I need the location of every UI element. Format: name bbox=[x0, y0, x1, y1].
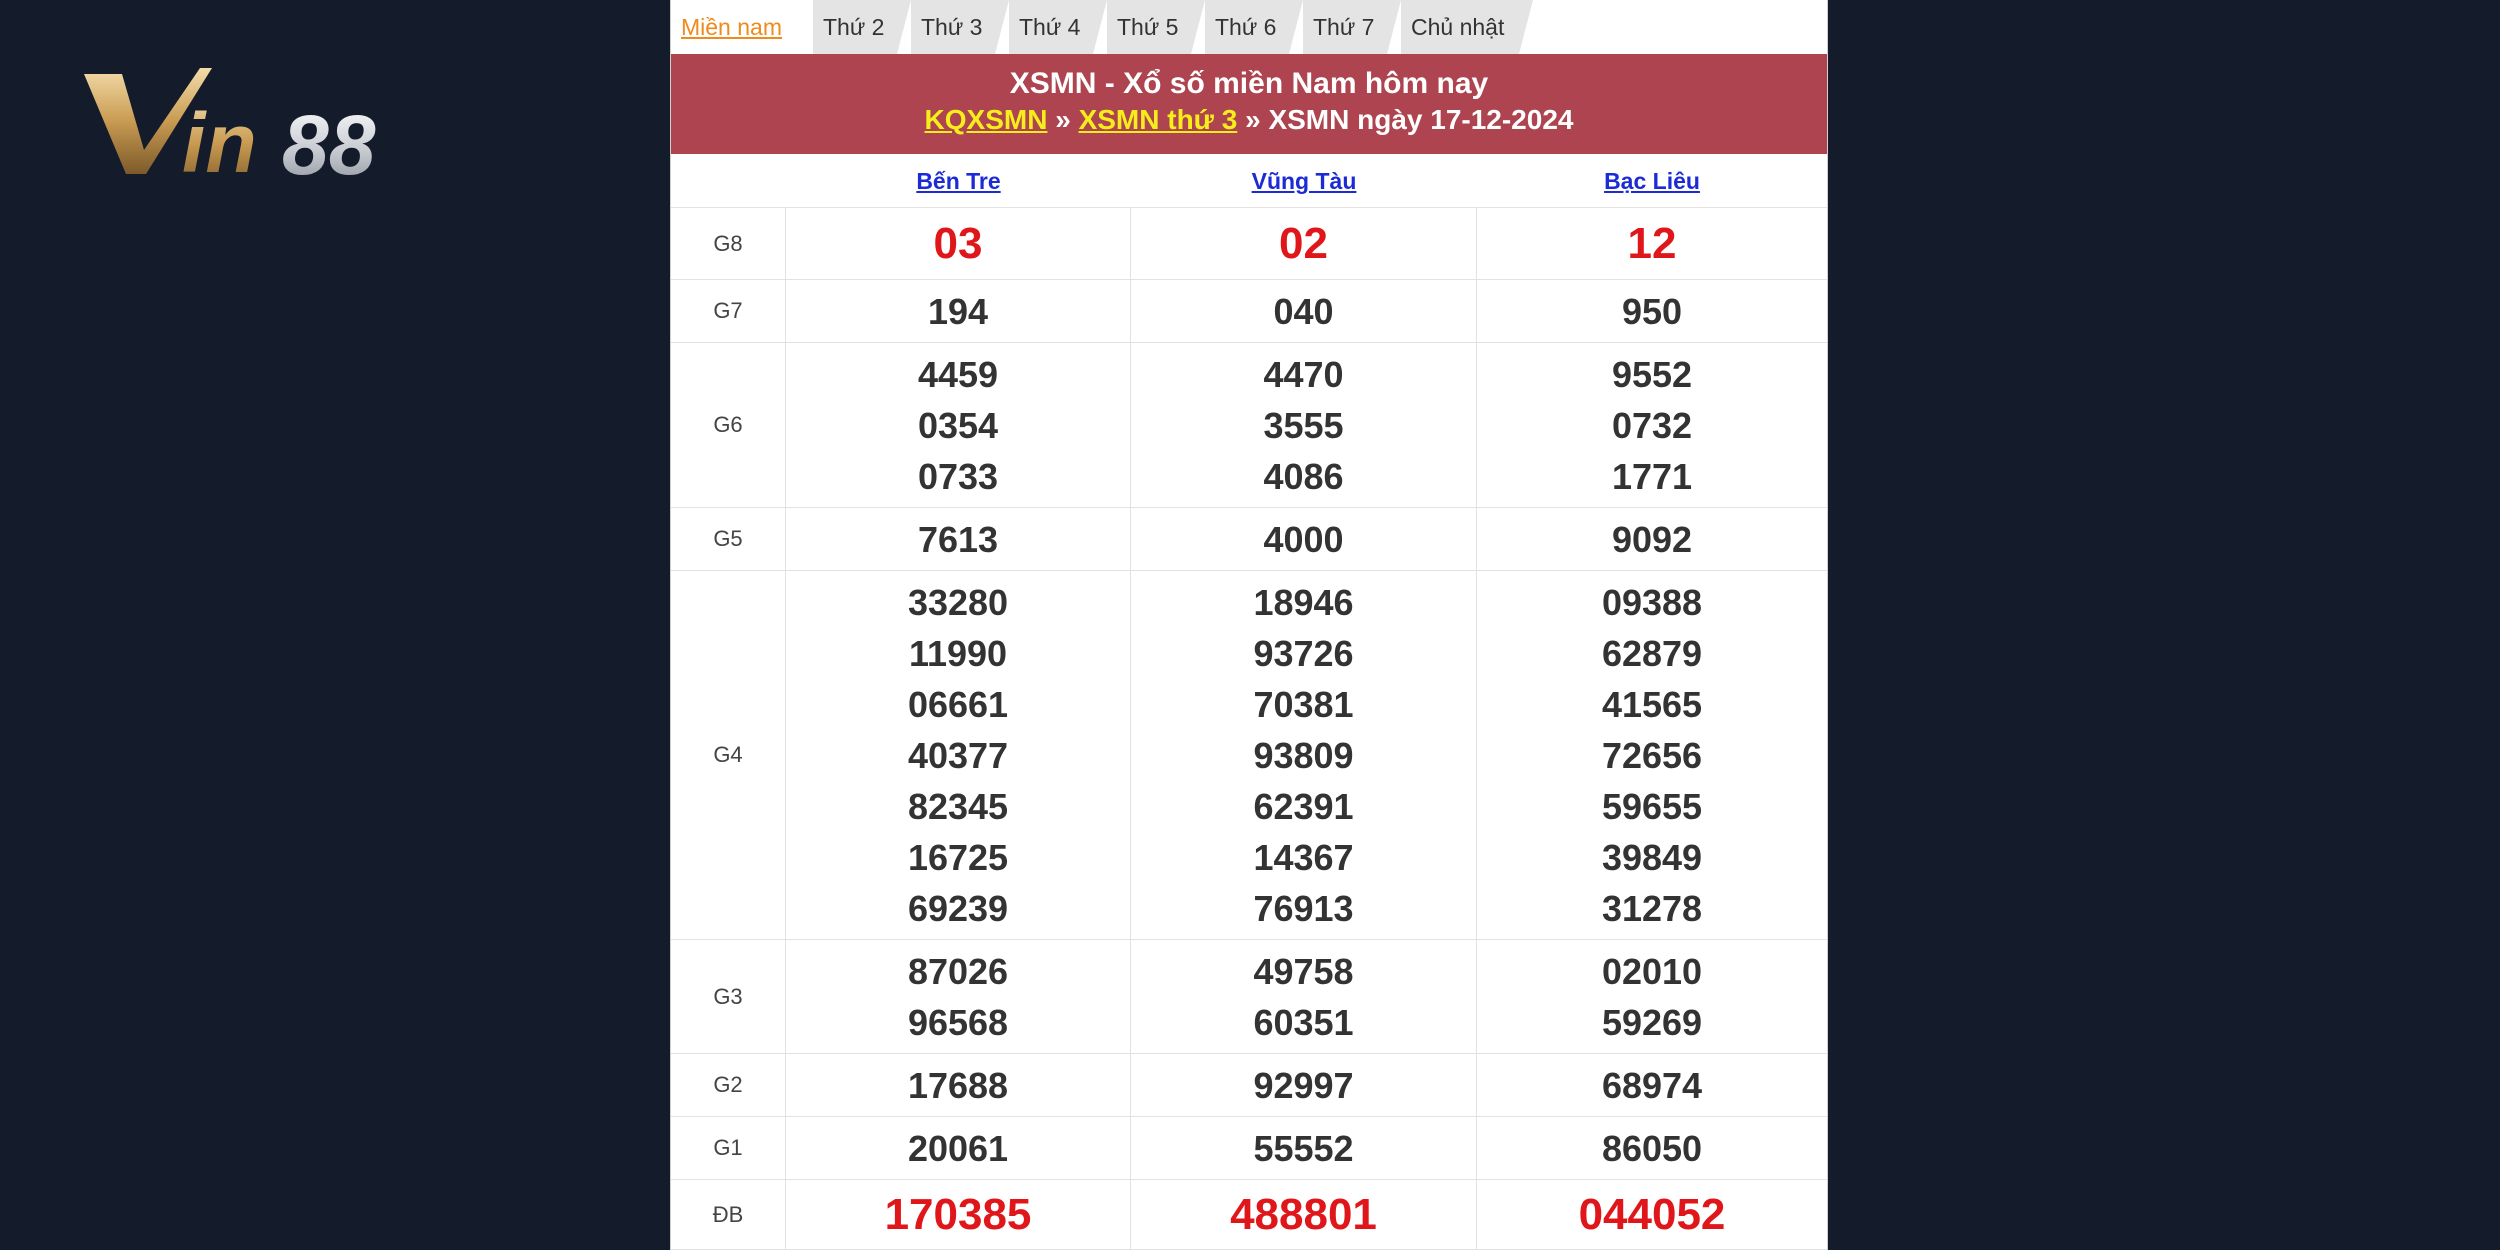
prize-cell bbox=[786, 343, 1131, 507]
prize-number: 950 bbox=[1621, 290, 1683, 332]
breadcrumb-xsmn-thu-3-link[interactable]: XSMN thứ 3 bbox=[1078, 104, 1238, 135]
prize-cell bbox=[1131, 343, 1477, 507]
prize-cell bbox=[1131, 280, 1477, 342]
prize-cell bbox=[1477, 1054, 1827, 1116]
prize-number: 55552 bbox=[1253, 1127, 1354, 1169]
tab-thu-5[interactable]: Thứ 5 bbox=[1107, 0, 1191, 54]
prize-number: 96568 bbox=[907, 1001, 1009, 1043]
prize-number: 11990 bbox=[908, 632, 1008, 674]
day-tabs bbox=[671, 0, 1827, 54]
prize-row bbox=[671, 280, 1827, 343]
prize-row bbox=[671, 1180, 1827, 1250]
province-link-bac-lieu[interactable]: Bạc Liêu bbox=[1604, 168, 1700, 194]
tab-thu-7[interactable]: Thứ 7 bbox=[1303, 0, 1387, 54]
prize-number: 06661 bbox=[907, 683, 1009, 725]
prize-row bbox=[671, 1054, 1827, 1117]
prize-cell bbox=[786, 280, 1131, 342]
prize-row bbox=[671, 571, 1827, 940]
prize-number: 62391 bbox=[1253, 785, 1354, 827]
prize-cell bbox=[1131, 208, 1477, 279]
prize-cell bbox=[1131, 1054, 1477, 1116]
province-link-vung-tau[interactable]: Vũng Tàu bbox=[1251, 168, 1357, 194]
prize-number: 31278 bbox=[1601, 887, 1703, 929]
prize-cell bbox=[1131, 1180, 1477, 1249]
prize-label: G5 bbox=[671, 508, 786, 570]
prize-number: 4000 bbox=[1263, 518, 1344, 560]
tab-thu-4[interactable]: Thứ 4 bbox=[1009, 0, 1093, 54]
prize-number: 59655 bbox=[1601, 785, 1703, 827]
prize-number: 70381 bbox=[1253, 683, 1354, 725]
prize-number: 40377 bbox=[907, 734, 1009, 776]
prize-number: 488801 bbox=[1230, 1190, 1377, 1239]
prize-number: 76913 bbox=[1253, 887, 1354, 929]
prize-number: 12 bbox=[1627, 219, 1677, 268]
prize-number: 4470 bbox=[1263, 353, 1344, 395]
prize-cell bbox=[1477, 1180, 1827, 1249]
breadcrumb-current: XSMN ngày 17-12-2024 bbox=[1268, 104, 1574, 135]
breadcrumb-kqxsmn-link[interactable]: KQXSMN bbox=[924, 104, 1048, 135]
prize-number: 09388 bbox=[1601, 581, 1703, 623]
prize-label: G1 bbox=[671, 1117, 786, 1179]
tab-thu-6[interactable]: Thứ 6 bbox=[1205, 0, 1289, 54]
prize-number: 68974 bbox=[1601, 1064, 1703, 1106]
svg-text:in: in bbox=[182, 96, 257, 190]
prize-number: 49758 bbox=[1253, 950, 1354, 992]
tab-chu-nhat[interactable]: Chủ nhật bbox=[1401, 0, 1519, 54]
prize-label: G4 bbox=[671, 571, 786, 939]
prize-number: 41565 bbox=[1601, 683, 1703, 725]
prize-number: 7613 bbox=[917, 518, 999, 560]
prize-number: 9092 bbox=[1611, 518, 1693, 560]
page-title: XSMN - Xổ số miền Nam hôm nay bbox=[1009, 67, 1489, 100]
prize-cell bbox=[1477, 508, 1827, 570]
tab-thu-2[interactable]: Thứ 2 bbox=[813, 0, 897, 54]
prize-number: 02 bbox=[1279, 219, 1328, 268]
prize-number: 93809 bbox=[1253, 734, 1354, 776]
prize-number: 17688 bbox=[907, 1064, 1009, 1106]
prize-cell bbox=[1131, 1117, 1477, 1179]
prize-label: G8 bbox=[671, 208, 786, 279]
prize-row bbox=[671, 1117, 1827, 1180]
prize-number: 92997 bbox=[1253, 1064, 1354, 1106]
breadcrumb bbox=[671, 102, 1827, 138]
prize-number: 62879 bbox=[1601, 632, 1703, 674]
prize-number: 0732 bbox=[1611, 404, 1693, 446]
prize-number: 14367 bbox=[1253, 836, 1354, 878]
prize-cell bbox=[1477, 343, 1827, 507]
prize-number: 93726 bbox=[1253, 632, 1354, 674]
prize-number: 86050 bbox=[1601, 1127, 1703, 1169]
prize-number: 60351 bbox=[1253, 1001, 1354, 1043]
results-panel bbox=[670, 0, 1828, 1250]
prize-number: 9552 bbox=[1611, 353, 1693, 395]
prize-number: 1771 bbox=[1611, 455, 1693, 497]
prize-label: G2 bbox=[671, 1054, 786, 1116]
prize-label: ĐB bbox=[671, 1180, 786, 1249]
prize-number: 39849 bbox=[1601, 836, 1703, 878]
prize-number: 82345 bbox=[907, 785, 1009, 827]
prize-number: 03 bbox=[933, 219, 983, 268]
prize-number: 0354 bbox=[917, 404, 999, 446]
prize-number: 59269 bbox=[1601, 1001, 1703, 1043]
prize-cell bbox=[1477, 571, 1827, 939]
prize-number: 0733 bbox=[917, 455, 999, 497]
prize-cell bbox=[1477, 280, 1827, 342]
prize-cell bbox=[1131, 940, 1477, 1053]
prize-label: G3 bbox=[671, 940, 786, 1053]
prize-number: 3555 bbox=[1263, 404, 1344, 446]
prize-cell bbox=[786, 571, 1131, 939]
province-link-ben-tre[interactable]: Bến Tre bbox=[916, 168, 1001, 194]
prize-number: 16725 bbox=[907, 836, 1009, 878]
prize-cell bbox=[1131, 508, 1477, 570]
prize-label: G6 bbox=[671, 343, 786, 507]
prize-cell bbox=[786, 208, 1131, 279]
prize-cell bbox=[786, 1117, 1131, 1179]
prize-number: 69239 bbox=[907, 887, 1009, 929]
breadcrumb-separator: » bbox=[1047, 104, 1079, 135]
prize-number: 4086 bbox=[1263, 455, 1344, 497]
prize-number: 72656 bbox=[1601, 734, 1703, 776]
prize-row bbox=[671, 343, 1827, 508]
tab-thu-3[interactable]: Thứ 3 bbox=[911, 0, 995, 54]
breadcrumb-separator: » bbox=[1237, 104, 1269, 135]
prize-cell bbox=[786, 508, 1131, 570]
tab-mien-nam[interactable]: Miền nam bbox=[671, 0, 799, 54]
prize-label: G7 bbox=[671, 280, 786, 342]
prize-number: 040 bbox=[1273, 290, 1334, 332]
results-header bbox=[671, 54, 1827, 154]
prize-number: 194 bbox=[927, 290, 989, 332]
prize-number: 87026 bbox=[907, 950, 1009, 992]
svg-text:88: 88 bbox=[282, 98, 376, 192]
prize-number: 170385 bbox=[884, 1190, 1032, 1239]
prize-number: 4459 bbox=[917, 353, 999, 395]
prize-number: 20061 bbox=[907, 1127, 1009, 1169]
prize-row bbox=[671, 940, 1827, 1054]
prize-number: 33280 bbox=[907, 581, 1009, 623]
prize-cell bbox=[786, 940, 1131, 1053]
prize-cell bbox=[1131, 571, 1477, 939]
prize-row bbox=[671, 208, 1827, 280]
prize-number: 02010 bbox=[1601, 950, 1703, 992]
vin88-logo bbox=[82, 62, 452, 192]
prize-cell bbox=[1477, 1117, 1827, 1179]
prize-number: 18946 bbox=[1253, 581, 1354, 623]
province-header-row bbox=[671, 154, 1827, 208]
prize-cell bbox=[786, 1054, 1131, 1116]
prize-number: 044052 bbox=[1578, 1190, 1726, 1239]
prize-cell bbox=[1477, 208, 1827, 279]
prize-cell bbox=[1477, 940, 1827, 1053]
prize-cell bbox=[786, 1180, 1131, 1249]
prize-row bbox=[671, 508, 1827, 571]
